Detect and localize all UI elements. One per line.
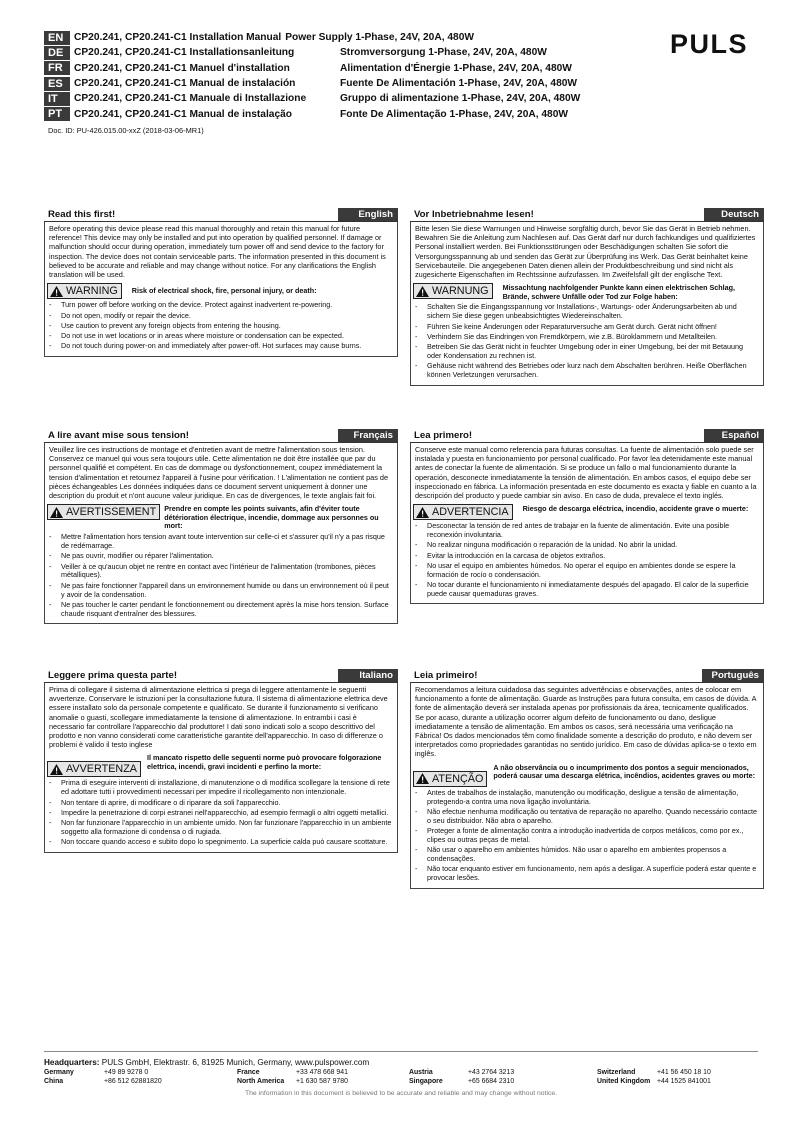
section-title: Leggere prima questa parte! — [48, 670, 178, 681]
section-intro: Conserve este manual como referencia para futuras consultas. La fuente de alimentación solo puede ser instalada y puesta en funcionamiento por personal cualificado. Por favor lea detenidamente este manual antes de conectar la fuente de alimentación. Si se produce un fallo o mal funcionamiento durante la operación, desconecte inmediatamente la tensión de alimentación. En ambos casos, el equipo debe ser inspeccionado en fábrica. La información presentada en este documento es exacta y fiable en cuanto a la descripción del producto y puede cambiar sin aviso. En caso de duda, prevalece el texto inglés. — [415, 445, 757, 501]
list-item: - Do not use in wet locations or in areas where moisture or condensation can be expected. — [49, 332, 393, 341]
warning-badge — [413, 771, 487, 787]
section-portugues — [410, 669, 764, 889]
lang-code-de: DE — [44, 46, 70, 60]
warning-text: Riesgo de descarga eléctrica, incendio, accidente grave o muerte: — [522, 504, 749, 514]
contact-name: Singapore — [409, 1078, 443, 1086]
lang-code-fr: FR — [44, 61, 70, 75]
header-title-en: CP20.241, CP20.241-C1 Installation Manual — [74, 32, 282, 44]
contact-phone: +1 630 587 9780 — [296, 1078, 348, 1086]
section-language-tag: Français — [338, 429, 398, 442]
section-intro: Before operating this device please read this manual thoroughly and retain this manual for future reference! This device may only be installed and put into operation by qualified personnel. If damage or malfunction should occur during operation, immediately turn power off and send device to the factory for inspection. The device does not contain serviceable parts. The information presented in this document is believed to be accurate and reliable and may change without notice. For any clarifications the English translation will be used. — [49, 224, 386, 280]
list-item: - Ne pas toucher le carter pendant le fonctionnement ou directement après la mise hors tension. Surface chaude risquant d'entraîner des blessures. — [49, 601, 393, 619]
section-francais — [44, 429, 398, 624]
list-item: - Desconectar la tensión de red antes de trabajar en la fuente de alimentación. Evite una posible reconexión involuntaria. — [415, 522, 759, 540]
header-row-de — [44, 45, 604, 60]
section-title: Vor Inbetriebnahme lesen! — [414, 209, 534, 220]
contact-name: United Kingdom — [597, 1078, 651, 1086]
section-espanol — [410, 429, 764, 604]
list-item: - No tocar durante el funcionamiento ni inmediatamente después del apagado. El calor de la superficie puede causar quemaduras graves. — [415, 581, 759, 599]
footer-disclaimer: The information in this document is believed to be accurate and reliable and may change without notice. — [244, 1090, 558, 1098]
contact-name: North America — [237, 1078, 285, 1086]
header-subtitle-de: Stromversorgung 1-Phase, 24V, 20A, 480W — [340, 47, 547, 59]
list-item: - Non toccare quando acceso e subito dopo lo spegnimento. La superficie calda può causare scottature. — [49, 838, 393, 847]
section-deutsch — [410, 208, 764, 386]
list-item: - Ne pas ouvrir, modifier ou réparer l'alimentation. — [49, 552, 393, 561]
list-item: - Gehäuse nicht während des Betriebes oder kurz nach dem Abschalten berühren. Heiße Oberflächen können Verletzungen verursachen. — [415, 362, 759, 380]
warning-row — [49, 753, 393, 777]
warning-row — [415, 504, 759, 520]
list-item: - Prima di eseguire interventi di installazione, di manutenzione o di modifica scollegare la tensione di rete ed adottare tutti i provvedimenti necessari per impedire il ricollegamento non intenzionale. — [49, 779, 393, 797]
headquarters-address: PULS GmbH, Elektrastr. 6, 81925 Munich, Germany, www.pulspower.com — [101, 1058, 370, 1067]
contact-singapore — [409, 1077, 597, 1086]
list-item: - No realizar ninguna modificación o reparación de la unidad. No abrir la unidad. — [415, 541, 759, 550]
list-item: - No usar el equipo en ambientes húmedos. No operar el equipo en ambientes donde se espere la formación de rocío o condensación. — [415, 562, 759, 580]
section-header — [44, 429, 398, 443]
contact-name: Austria — [409, 1069, 433, 1076]
section-language-tag: Italiano — [338, 669, 398, 682]
list-item: - Verhindern Sie das Eindringen von Fremdkörpern, wie z.B. Büroklammern und Metallteilen. — [415, 333, 759, 342]
warning-list — [49, 533, 393, 619]
list-item: - Turn power off before working on the device. Protect against inadvertent re-powering. — [49, 301, 393, 310]
lang-code-es: ES — [44, 77, 70, 91]
header-title-de: CP20.241, CP20.241-C1 Installationsanleitung — [74, 47, 295, 59]
warning-row — [415, 763, 759, 787]
warning-label: AVERTISSEMENT — [66, 506, 157, 519]
svg-text:PULS: PULS — [669, 30, 749, 58]
warning-list — [49, 779, 393, 847]
section-header — [410, 429, 764, 443]
warning-triangle-icon — [50, 286, 63, 297]
header-title-es: CP20.241, CP20.241-C1 Manual de instalación — [74, 78, 296, 90]
contact-switzerland — [597, 1068, 758, 1077]
warning-row — [49, 504, 393, 531]
header-title-fr: CP20.241, CP20.241-C1 Manuel d'installation — [74, 62, 290, 74]
document-header — [44, 30, 604, 122]
section-title: Read this first! — [48, 209, 116, 220]
header-row-it — [44, 91, 604, 106]
contacts-grid — [44, 1068, 758, 1086]
list-item: - Evitar la introducción en la carcasa de objetos extraños. — [415, 552, 759, 561]
warning-label: AVVERTENZA — [66, 763, 137, 776]
contact-china — [44, 1077, 237, 1086]
header-subtitle-en: Power Supply 1-Phase, 24V, 20A, 480W — [285, 32, 474, 44]
list-item: - Betreiben Sie das Gerät nicht in feuchter Umgebung oder in einer Umgebung, bei der mit Betauung oder Kondensation zu rechnen ist. — [415, 343, 759, 361]
warning-badge — [47, 504, 160, 520]
warning-label: WARNING — [66, 285, 118, 298]
header-row-fr — [44, 61, 604, 76]
list-item: - Use caution to prevent any foreign objects from entering the housing. — [49, 322, 393, 331]
warning-triangle-icon — [416, 286, 429, 297]
warning-label: ATENÇÃO — [432, 772, 484, 785]
list-item: - Antes de trabalhos de instalação, manutenção ou modificação, desligue a tensão de alimentação, protegendo-a contra uma nova ligação involuntária. — [415, 789, 759, 807]
list-item: - Impedire la penetrazione di corpi estranei nell'apparecchio, ad esempio fermagli o altri oggetti metallici. — [49, 809, 393, 818]
warning-triangle-icon — [416, 507, 429, 518]
document-id: Doc. ID: PU-426.015.00-xxZ (2018-03-06-MR1) — [48, 126, 204, 135]
warning-text: Il mancato rispetto delle seguenti norme può provocare folgorazione elettrica, incendi, gravi incidenti e perfino la morte: — [147, 753, 382, 772]
lang-code-it: IT — [44, 92, 70, 106]
warning-list — [415, 789, 759, 884]
header-row-es — [44, 76, 604, 91]
contact-phone: +33 478 668 941 — [296, 1069, 348, 1076]
warning-list — [49, 301, 393, 351]
warning-text: Missachtung nachfolgender Punkte kann einen elektrischen Schlag, Brände, schwere Unfälle oder Tod zur Folge haben: — [502, 283, 736, 301]
section-header — [44, 669, 398, 683]
list-item: - Proteger a fonte de alimentação contra a introdução inadvertida de corpos metálicos, como por ex., clipes ou outras peças de metal. — [415, 827, 759, 845]
lang-code-en: EN — [44, 31, 70, 45]
header-row-pt — [44, 106, 604, 121]
contact-phone: +86 512 62881820 — [104, 1078, 162, 1086]
contact-phone: +65 6684 2310 — [468, 1078, 515, 1086]
warning-row — [415, 283, 759, 301]
warning-label: ADVERTENCIA — [432, 506, 509, 519]
section-header — [410, 208, 764, 222]
section-intro: Veuillez lire ces instructions de montage et d'entretien avant de mettre l'alimentation sous tension. Conservez ce manuel qui vous sera toujours utile. Cette alimentation ne doit être installée que par du personnel qualifié et compétent. En cas de dommage ou dysfonctionnement, coupez immédiatement la tension d'alimentation et retournez l'appareil à l'usine pour vérification. ! L'alimentation ne contient pas de pièces échangeables Les données indiquées dans ce document servent uniquement à donner une description du produit et n'ont aucune valeur juridique. En cas de divergences, le texte anglais fait foi. — [49, 445, 389, 501]
list-item: - Não tocar enquanto estiver em funcionamento, nem após a desligar. A superfície poderá estar quente e provocar lesões. — [415, 865, 759, 883]
puls-logo — [666, 30, 752, 58]
warning-triangle-icon — [416, 773, 429, 784]
warning-text: A não observância ou o incumprimento dos pontos a seguir mencionados, poderá causar uma descarga elétrica, incêndios, acidentes graves ou morte: — [493, 762, 756, 781]
contact-germany — [44, 1068, 237, 1077]
contact-austria — [409, 1068, 597, 1077]
contact-france — [237, 1068, 409, 1077]
section-title: Leia primeiro! — [414, 670, 478, 681]
section-language-tag: English — [338, 208, 398, 221]
header-subtitle-pt: Fonte De Alimentação 1-Phase, 24V, 20A, 480W — [340, 108, 568, 120]
list-item: - Schalten Sie die Eingangsspannung vor Installations-, Wartungs- oder Änderungsarbeiten ab und sichern Sie diese gegen unbeabsichtigtes Wiedereinschalten. — [415, 303, 759, 321]
warning-triangle-icon — [50, 507, 63, 518]
contact-name: China — [44, 1078, 64, 1086]
header-row-en — [44, 30, 604, 45]
warning-label: WARNUNG — [432, 285, 489, 298]
list-item: - Do not touch during power-on and immediately after power-off. Hot surfaces may cause burns. — [49, 342, 393, 351]
contact-name: France — [237, 1069, 260, 1076]
contact-phone: +44 1525 841001 — [657, 1078, 711, 1086]
section-title: Lea primero! — [414, 430, 473, 441]
headquarters-line — [44, 1058, 758, 1067]
section-language-tag: Español — [704, 429, 764, 442]
header-subtitle-fr: Alimentation d'Énergie 1-Phase, 24V, 20A, 480W — [340, 62, 572, 74]
warning-text: Prendre en compte les points suivants, afin d'éviter toute détérioration électrique, incendie, dommage aux personnes ou mort: — [164, 504, 379, 531]
warning-badge — [413, 283, 493, 299]
list-item: - Mettre l'alimentation hors tension avant toute intervention sur celle-ci et s'assurer qu'il n'y a pas risque de redémarrage. — [49, 533, 393, 551]
list-item: - Non tentare di aprire, di modificare o di riparare da soli l'apparecchio. — [49, 799, 393, 808]
lang-code-pt: PT — [44, 107, 70, 121]
contact-phone: +49 89 9278 0 — [104, 1069, 149, 1076]
header-subtitle-it: Gruppo di alimentazione 1-Phase, 24V, 20A, 480W — [340, 93, 581, 105]
header-title-it: CP20.241, CP20.241-C1 Manuale di Installazione — [74, 93, 307, 105]
warning-row — [49, 283, 393, 299]
contact-north-america — [237, 1077, 409, 1086]
section-title: A lire avant mise sous tension! — [48, 430, 189, 441]
section-language-tag: Deutsch — [704, 208, 764, 221]
warning-list — [415, 522, 759, 599]
contact-phone: +41 56 450 18 10 — [657, 1069, 711, 1076]
section-language-tag: Português — [702, 669, 764, 682]
list-item: - Não efectue nenhuma modificação ou tentativa de reparação no aparelho. Quando necessário contacte o seu distribuidor. Não abra o aparelho. — [415, 808, 759, 826]
list-item: - Não usar o aparelho em ambientes húmidos. Não usar o aparelho em ambientes propensos a condensações. — [415, 846, 759, 864]
warning-text: Risk of electrical shock, fire, personal injury, or death: — [131, 286, 317, 296]
section-intro: Recomendamos a leitura cuidadosa das seguintes advertências e observações, antes de colocar em funcionamento a fonte de alimentação. Guarde as Instruções para futura consulta, em casos de dúvida. A fonte de alimentação deverá ser instalada apenas por profissionais da área, tecnicamente qualificados. Se por acaso, durante a utilização ocorrer algum defeito de funcionamento ou dano, desligue imediatamente a tensão de alimentação. Em ambos os casos, será necessária uma verificação na Fábrica! Os dados mencionados têm como finalidade somente a descrição do produto, e não devem ser interpretados como propriedades garantidas no sentido jurídico. Em caso de dúvidas aplica-se o texto em inglês. — [415, 685, 757, 759]
section-header — [410, 669, 764, 683]
warning-badge — [47, 283, 122, 299]
list-item: - Führen Sie keine Änderungen oder Reparaturversuche am Gerät durch. Gerät nicht öffnen! — [415, 323, 759, 332]
warning-list — [415, 303, 759, 380]
contact-phone: +43 2764 3213 — [468, 1069, 515, 1076]
header-subtitle-es: Fuente De Alimentación 1-Phase, 24V, 20A, 480W — [340, 78, 578, 90]
list-item: - Ne pas faire fonctionner l'appareil dans un environnement humide ou dans un environnement où il peut y avoir de la condensation. — [49, 582, 393, 600]
warning-badge — [47, 761, 141, 777]
section-intro: Prima di collegare il sistema di alimentazione elettrica si prega di leggere attentamente le seguenti avvertenze. Conservare le istruzioni per la consultazione futura. Il sistema di alimentazione elettrica deve essere installato solo da personale competente e qualificato. Se durante il funzionamento si verificano anomalie o guasti, scollegare immediatamente la tensione di alimentazione. In entrambi i casi è necessario far controllare l'apparecchio dal produttore! I dati sono indicati solo a scopo descrittivo del prodotto e non vanno considerati come caratteristiche garantite dell'apparecchio. In caso di differenze o problemi è valido il testo inglese — [49, 685, 388, 750]
header-title-pt: CP20.241, CP20.241-C1 Manual de instalação — [74, 108, 293, 120]
headquarters-label: Headquarters: — [44, 1058, 100, 1067]
list-item: - Non far funzionare l'apparecchio in un ambiente umido. Non far funzionare l'apparecchio in un ambiente soggetto alla formazione di condensa o di rugiada. — [49, 819, 393, 837]
section-header — [44, 208, 398, 222]
section-intro: Bitte lesen Sie diese Warnungen und Hinweise sorgfältig durch, bevor Sie das Gerät in Betrieb nehmen. Bewahren Sie die Anleitung zum Nachlesen auf. Das Gerät darf nur durch fachkundiges und qualifiziertes Personal installiert werden. Bei Funktionsstörungen oder Beschädigungen schalten Sie sofort die Versorgungsspannung ab und senden das Gerät zur Überprüfung ins Werk. Das Gerät beinhaltet keine Servicebauteile. Die angegebenen Daten dienen allein der Produktbeschreibung und sind nicht als zugesicherte Eigenschaften im Rechtssinne aufzufassen. Im Zweifelsfall gilt der englische Text. — [415, 224, 756, 280]
warning-badge — [413, 504, 513, 520]
contact-united-kingdom — [597, 1077, 758, 1086]
contact-name: Germany — [44, 1069, 74, 1076]
contact-name: Switzerland — [597, 1069, 636, 1076]
document-footer — [44, 1051, 758, 1097]
section-italiano — [44, 669, 398, 853]
list-item: - Veiller à ce qu'aucun objet ne rentre en contact avec l'intérieur de l'alimentation (trombones, pièces métalliques). — [49, 563, 393, 581]
warning-triangle-icon — [50, 764, 63, 775]
section-english — [44, 208, 398, 357]
list-item: - Do not open, modify or repair the device. — [49, 312, 393, 321]
